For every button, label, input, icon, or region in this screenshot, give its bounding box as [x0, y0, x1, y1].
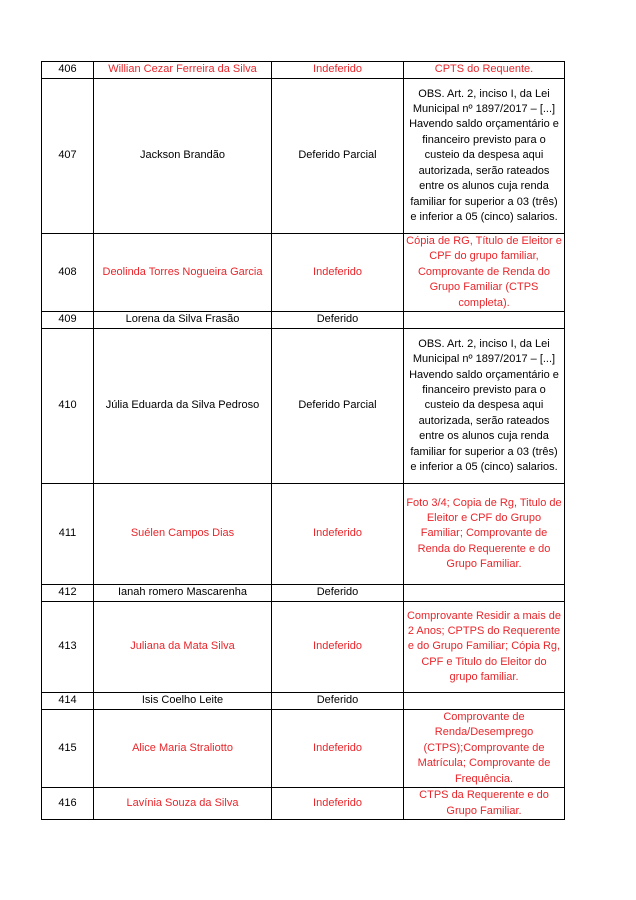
status-cell: Deferido Parcial: [272, 329, 404, 484]
status-cell: Deferido: [272, 693, 404, 710]
row-number: 412: [42, 585, 94, 602]
applicant-name: Jackson Brandão: [94, 79, 272, 234]
observation-cell: Cópia de RG, Título de Eleitor e CPF do grupo familiar, Comprovante de Renda do Grupo Familiar (CTPS completa).: [404, 234, 565, 312]
row-number: 407: [42, 79, 94, 234]
applicant-name: Alice Maria Straliotto: [94, 710, 272, 788]
table-row: [42, 329, 565, 484]
status-cell: Indeferido: [272, 62, 404, 79]
status-cell: Indeferido: [272, 234, 404, 312]
observation-cell: Foto 3/4; Copia de Rg, Titulo de Eleitor e CPF do Grupo Familiar; Comprovante de Renda do Requerente e do Grupo Familiar.: [404, 484, 565, 585]
row-number: 409: [42, 312, 94, 329]
applicant-name: Lorena da Silva Frasão: [94, 312, 272, 329]
row-number: 406: [42, 62, 94, 79]
row-number: 411: [42, 484, 94, 585]
table-row: [42, 234, 565, 312]
observation-cell: OBS. Art. 2, inciso I, da Lei Municipal nº 1897/2017 – [...] Havendo saldo orçamentário e financeiro previsto para o custeio da despesa aqui autorizada, serão rateados entre os alunos cuja renda familiar for superior a 03 (três) e inferior a 05 (cinco) salarios.: [404, 329, 565, 484]
row-number: 408: [42, 234, 94, 312]
applicant-name: Willian Cezar Ferreira da Silva: [94, 62, 272, 79]
row-number: 415: [42, 710, 94, 788]
observation-cell: [404, 693, 565, 710]
status-cell: Indeferido: [272, 602, 404, 693]
status-cell: Deferido: [272, 312, 404, 329]
results-table-body: [42, 62, 565, 820]
observation-cell: Comprovante de Renda/Desemprego (CTPS);Comprovante de Matrícula; Comprovante de Frequência.: [404, 710, 565, 788]
applicant-name: Júlia Eduarda da Silva Pedroso: [94, 329, 272, 484]
status-cell: Deferido Parcial: [272, 79, 404, 234]
applicant-name: Ianah romero Mascarenha: [94, 585, 272, 602]
table-row: [42, 484, 565, 585]
applicant-name: Lavínia Souza da Silva: [94, 788, 272, 820]
observation-cell: CTPS da Requerente e do Grupo Familiar.: [404, 788, 565, 820]
status-cell: Deferido: [272, 585, 404, 602]
applicant-name: Suélen Campos Dias: [94, 484, 272, 585]
row-number: 410: [42, 329, 94, 484]
results-table: [41, 61, 565, 820]
table-row: [42, 693, 565, 710]
status-cell: Indeferido: [272, 484, 404, 585]
row-number: 416: [42, 788, 94, 820]
table-row: [42, 602, 565, 693]
status-cell: Indeferido: [272, 710, 404, 788]
applicant-name: Deolinda Torres Nogueira Garcia: [94, 234, 272, 312]
table-row: [42, 79, 565, 234]
table-row: [42, 788, 565, 820]
observation-cell: OBS. Art. 2, inciso I, da Lei Municipal nº 1897/2017 – [...] Havendo saldo orçamentário e financeiro previsto para o custeio da despesa aqui autorizada, serão rateados entre os alunos cuja renda familiar for superior a 03 (três) e inferior a 05 (cinco) salarios.: [404, 79, 565, 234]
table-row: [42, 585, 565, 602]
applicant-name: Isis Coelho Leite: [94, 693, 272, 710]
observation-cell: [404, 312, 565, 329]
row-number: 413: [42, 602, 94, 693]
table-row: [42, 710, 565, 788]
status-cell: Indeferido: [272, 788, 404, 820]
applicant-name: Juliana da Mata Silva: [94, 602, 272, 693]
observation-cell: Comprovante Residir a mais de 2 Anos; CPTPS do Requerente e do Grupo Familiar; Cópia Rg, CPF e Titulo do Eleitor do grupo familiar.: [404, 602, 565, 693]
table-row: [42, 62, 565, 79]
table-row: [42, 312, 565, 329]
observation-cell: CPTS do Requente.: [404, 62, 565, 79]
row-number: 414: [42, 693, 94, 710]
observation-cell: [404, 585, 565, 602]
